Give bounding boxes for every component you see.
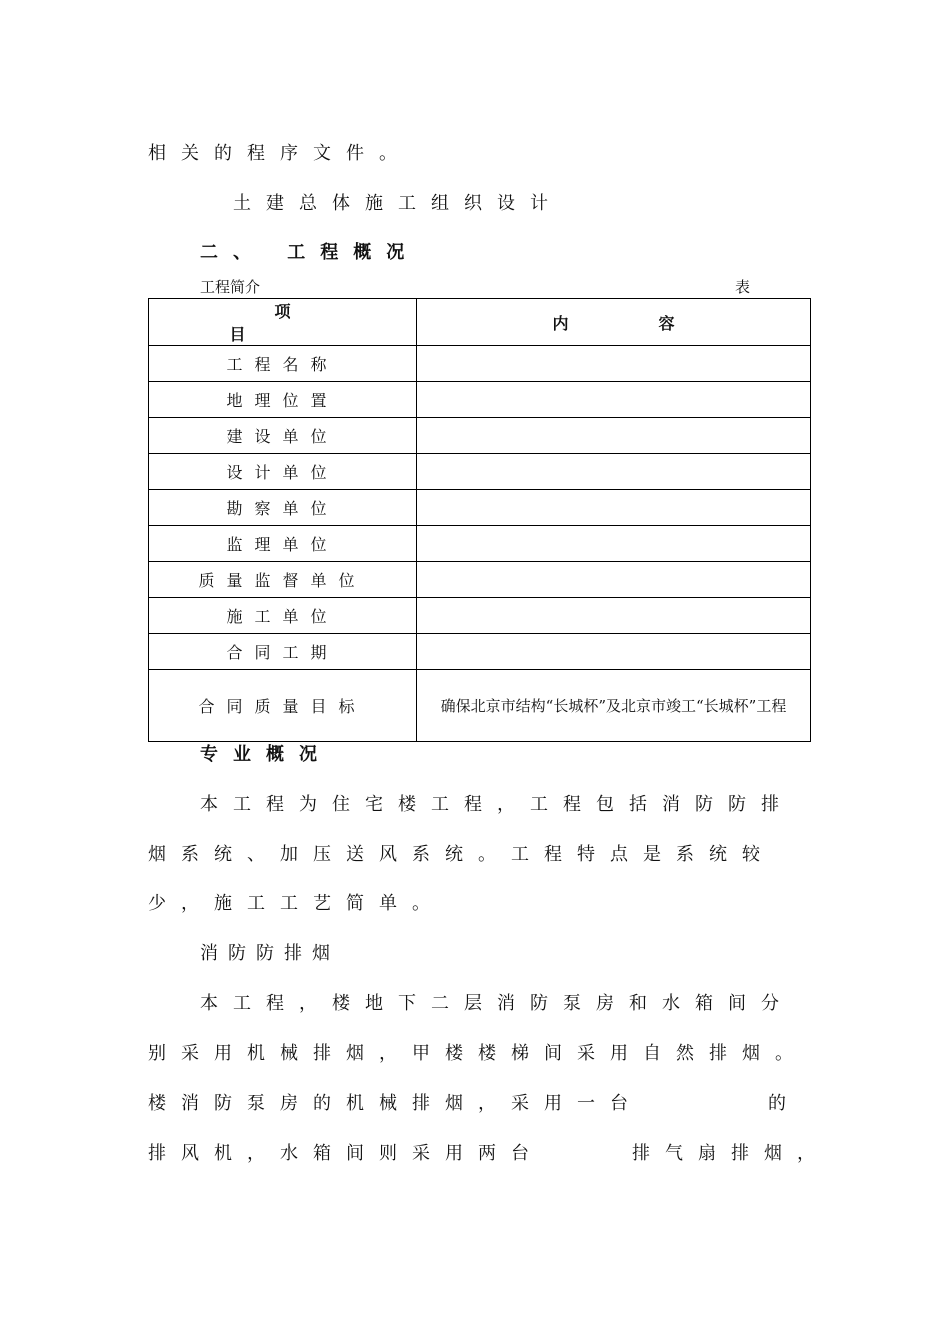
row-value xyxy=(417,382,811,418)
row-value xyxy=(417,634,811,670)
table-row xyxy=(149,382,811,418)
table-row xyxy=(149,490,811,526)
row-item: 施工单位 xyxy=(149,598,417,634)
paragraph-line: 烟系统、加压送风系统。工程特点是系统较 xyxy=(148,844,775,865)
subheading-fire-smoke: 消防防排烟 xyxy=(200,943,340,964)
document-title: 土建总体施工组织设计 xyxy=(233,193,563,214)
intro-line: 相关的程序文件。 xyxy=(148,143,412,164)
row-item: 设计单位 xyxy=(149,454,417,490)
row-value xyxy=(417,454,811,490)
table-caption: 工程简介 xyxy=(200,278,261,296)
row-item: 合同工期 xyxy=(149,634,417,670)
paragraph-line-tail: 排气扇排烟， xyxy=(632,1143,830,1164)
row-value xyxy=(417,562,811,598)
paragraph-line-tail: 的 xyxy=(768,1093,801,1114)
row-item: 合同质量目标 xyxy=(149,670,417,742)
row-item: 质量监督单位 xyxy=(149,562,417,598)
table-row xyxy=(149,634,811,670)
paragraph-line: 本工程，楼地下二层消防泵房和水箱间分 xyxy=(200,993,794,1014)
section-heading-specialty: 专业概况 xyxy=(200,744,332,765)
project-info-table xyxy=(148,298,811,742)
table-label: 表 xyxy=(735,278,751,296)
row-value xyxy=(417,598,811,634)
table-row xyxy=(149,562,811,598)
row-value: 确保北京市结构“长城杯”及北京市竣工“长城杯”工程 xyxy=(417,670,811,742)
paragraph-line: 排风机，水箱间则采用两台 xyxy=(148,1143,544,1164)
header-content: 内容 xyxy=(417,299,811,346)
table-row xyxy=(149,598,811,634)
paragraph-line: 楼消防泵房的机械排烟，采用一台 xyxy=(148,1093,643,1114)
table-row xyxy=(149,526,811,562)
row-item: 地理位置 xyxy=(149,382,417,418)
table-row xyxy=(149,346,811,382)
table-row xyxy=(149,418,811,454)
row-item: 建设单位 xyxy=(149,418,417,454)
row-item: 监理单位 xyxy=(149,526,417,562)
table-header-row xyxy=(149,299,811,346)
row-value xyxy=(417,490,811,526)
table-row xyxy=(149,454,811,490)
row-value xyxy=(417,418,811,454)
row-value xyxy=(417,526,811,562)
paragraph-line: 别采用机械排烟，甲楼楼梯间采用自然排烟。 xyxy=(148,1043,808,1064)
paragraph-line: 少，施工工艺简单。 xyxy=(148,893,445,914)
section-heading-overview: 二、 工程概况 xyxy=(200,242,420,263)
row-item: 工程名称 xyxy=(149,346,417,382)
table-row xyxy=(149,670,811,742)
header-item: 项目 xyxy=(149,299,417,346)
paragraph-line: 本工程为住宅楼工程，工程包括消防防排 xyxy=(200,794,794,815)
row-value xyxy=(417,346,811,382)
row-item: 勘察单位 xyxy=(149,490,417,526)
